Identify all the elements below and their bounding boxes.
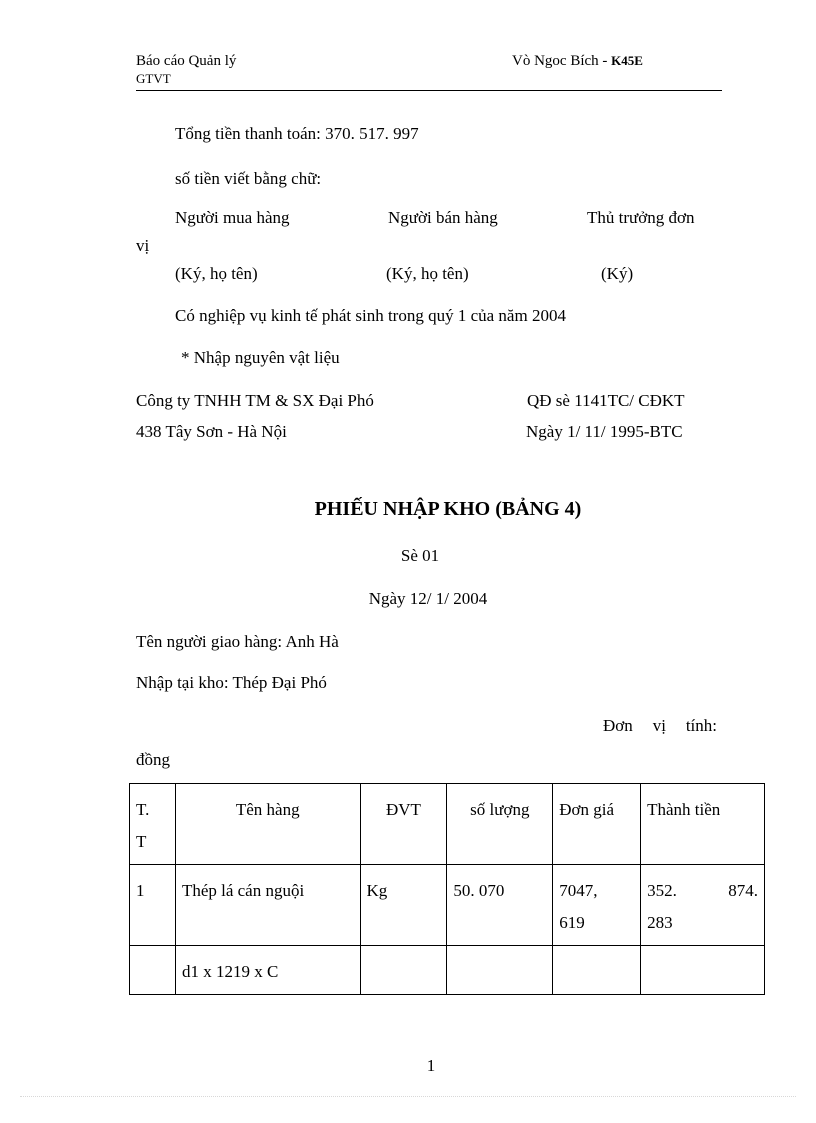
header-stt-a: T.: [136, 800, 150, 819]
unit-label-b: vị: [652, 716, 666, 735]
unit-label: [603, 716, 717, 736]
cell-stt: 1: [130, 865, 176, 946]
warehouse: Nhập tại kho: Thép Đại Phó: [136, 673, 327, 692]
cell-unit: Kg: [360, 865, 447, 946]
header-rule: [136, 90, 722, 91]
table-header-row: [130, 784, 765, 865]
signature-buyer: Người mua hàng: [175, 208, 290, 227]
author-name: Vò Ngoc Bích -: [512, 53, 612, 69]
signature-head-cont: vị: [136, 236, 150, 255]
cell-amount: [641, 865, 765, 946]
cell-name: Thép lá cán nguội: [175, 865, 360, 946]
header-amount: Thành tiền: [641, 784, 765, 865]
header-stt-b: T: [136, 832, 147, 851]
author-class: K45E: [611, 53, 643, 68]
cell-price: [553, 865, 641, 946]
header-stt: [130, 784, 176, 865]
signature-head-note: (Ký): [601, 264, 634, 283]
table-row: [130, 865, 765, 946]
cell-amount-c: 283: [647, 913, 673, 932]
header-name: Tên hàng: [175, 784, 360, 865]
header-left-line2: GTVT: [136, 71, 171, 86]
cell-price: [553, 946, 641, 995]
page-number: 1: [426, 1056, 436, 1075]
import-heading: * Nhập nguyên vật liệu: [181, 348, 340, 367]
unit-value: đồng: [136, 750, 170, 769]
header-left: [136, 52, 236, 88]
signature-head: Thủ trưởng đơn: [587, 208, 695, 227]
amount-in-words: số tiền viết bằng chữ:: [175, 169, 322, 188]
signature-seller-note: (Ký, họ tên): [386, 264, 469, 283]
cell-stt: [130, 946, 176, 995]
total-payment: Tổng tiền thanh toán: 370. 517. 997: [175, 124, 419, 143]
unit-label-c: tính:: [685, 716, 717, 735]
cell-name: d1 x 1219 x C: [175, 946, 360, 995]
cell-qty: 50. 070: [447, 865, 553, 946]
business-line: Có nghiệp vụ kinh tế phát sinh trong quý 1 của năm 2004: [175, 306, 566, 325]
cell-amount: [641, 946, 765, 995]
header-qty: số lượng: [447, 784, 553, 865]
signature-buyer-note: (Ký, họ tên): [175, 264, 258, 283]
decision-date: Ngày 1/ 11/ 1995-BTC: [526, 422, 683, 441]
goods-table: [129, 783, 765, 995]
signature-seller: Người bán hàng: [388, 208, 498, 227]
cell-price-a: 7047,: [559, 881, 598, 900]
unit-label-a: Đơn: [603, 716, 633, 735]
header-unit: ĐVT: [360, 784, 447, 865]
receipt-title: PHIẾU NHẬP KHO (BẢNG 4): [314, 498, 582, 520]
header-left-line1: Báo cáo Quản lý: [136, 53, 237, 69]
header-right: [512, 52, 643, 70]
page-bottom-divider: [20, 1096, 796, 1097]
receipt-number: Sè 01: [400, 546, 440, 565]
company-address: 438 Tây Sơn - Hà Nội: [136, 422, 287, 441]
decision-number: QĐ sè 1141TC/ CĐKT: [527, 391, 685, 410]
cell-amount-b: 874.: [728, 881, 758, 900]
cell-unit: [360, 946, 447, 995]
receipt-date: Ngày 12/ 1/ 2004: [368, 589, 488, 608]
company-name: Công ty TNHH TM & SX Đại Phó: [136, 391, 374, 410]
cell-price-b: 619: [559, 913, 585, 932]
deliverer: Tên người giao hàng: Anh Hà: [136, 632, 339, 651]
table-row: [130, 946, 765, 995]
header-price: Đơn giá: [553, 784, 641, 865]
cell-qty: [447, 946, 553, 995]
cell-amount-a: 352.: [647, 881, 677, 900]
